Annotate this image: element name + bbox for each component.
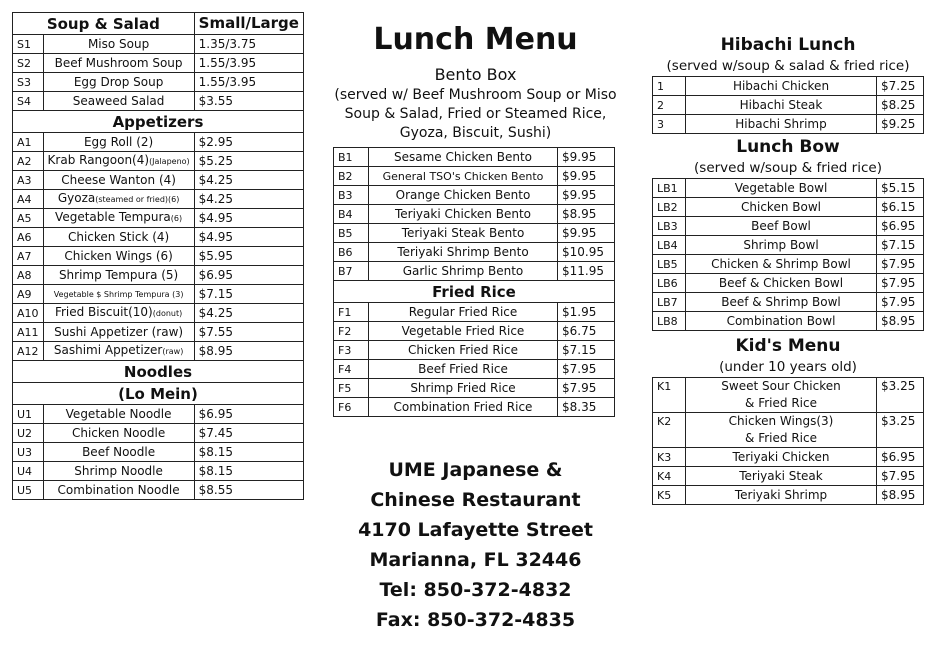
city-state-zip: Marianna, FL 32446 [369,549,582,571]
item-code: F5 [334,379,369,398]
item-code: B5 [334,224,369,243]
item-name-text: Egg Drop Soup [73,74,164,89]
noodles-subheading: (Lo Mein) [13,383,304,405]
item-name [43,54,194,73]
item-name-text: Chicken Stick (4) [67,229,170,244]
item-name-text: Orange Chicken Bento [395,187,531,202]
item-name-line1: Teriyaki Chicken [732,449,830,464]
item-name-text: General TSO's Chicken Bento [382,169,544,183]
item-code: F6 [334,398,369,417]
item-code: LB3 [653,217,686,236]
item-price: $8.95 [194,342,303,361]
item-code: K4 [653,467,686,486]
appetizer-row [13,266,304,285]
appetizer-row [13,304,304,323]
item-name-text: Beef & Shrimp Bowl [721,294,841,309]
item-code: U1 [13,405,44,424]
item-name [369,186,558,205]
item-code: 1 [653,77,686,96]
appetizer-row [13,152,304,171]
telephone: Tel: 850-372-4832 [379,579,572,601]
item-price: $8.25 [877,96,924,115]
bowl-row [653,255,924,274]
item-name-text: Beef Noodle [82,444,156,459]
item-name-line2: & Fried Rice [745,431,817,445]
item-price: $3.25 [877,413,924,448]
item-name-text: Chicken Wings (6) [64,248,173,263]
item-name-text: Beef Mushroom Soup [54,55,183,70]
item-code: S4 [13,92,44,111]
item-code: LB6 [653,274,686,293]
item-name [369,243,558,262]
item-name-text: Egg Roll (2) [83,134,154,149]
item-price: $8.95 [877,312,924,331]
item-name-text: Vegetable Tempura [55,210,171,224]
item-code: A8 [13,266,44,285]
item-name-text: Fried Biscuit(10) [54,305,153,319]
item-name [43,462,194,481]
item-name [43,266,194,285]
item-price: $7.95 [877,467,924,486]
item-name-text: Sushi Appetizer (raw) [54,324,184,339]
bento-table [333,147,615,417]
item-code: A10 [13,304,44,323]
fried-rice-row [334,322,615,341]
size-label: Small/Large [194,13,303,35]
item-price: $6.95 [877,448,924,467]
bowl-row [653,274,924,293]
item-price: $9.95 [558,186,615,205]
fried-rice-row [334,341,615,360]
item-name [369,379,558,398]
item-code: U3 [13,443,44,462]
item-code: S1 [13,35,44,54]
item-price: $5.95 [194,247,303,266]
item-name [369,322,558,341]
bento-row [334,262,615,281]
item-price: $4.25 [194,171,303,190]
restaurant-contact [333,455,618,635]
item-name [369,205,558,224]
noodle-row [13,462,304,481]
bento-description: (served w/ Beef Mushroom Soup or Miso Soup & Salad, Fried or Steamed Rice, Gyoza, Biscuit, Sushi) [334,87,617,141]
noodle-row [13,443,304,462]
left-column [12,12,304,500]
item-code: B1 [334,148,369,167]
item-name [686,312,877,331]
item-name-text: Sashimi Appetizer [53,343,163,357]
item-price: $7.95 [877,293,924,312]
item-code: A4 [13,190,44,209]
item-code: LB7 [653,293,686,312]
bento-list [334,148,615,281]
item-code: F3 [334,341,369,360]
restaurant-name-line2: Chinese Restaurant [370,489,581,511]
item-code: LB8 [653,312,686,331]
item-name-text: Cheese Wanton (4) [61,172,176,187]
item-code: A1 [13,133,44,152]
item-name [686,179,877,198]
item-price: $8.15 [194,462,303,481]
item-note: (steamed or fried)(6) [95,195,180,204]
item-price: $10.95 [558,243,615,262]
hibachi-heading: Hibachi Lunch [720,35,856,55]
item-code: B6 [334,243,369,262]
bento-row [334,243,615,262]
soup-salad-heading: Soup & Salad [13,13,195,35]
item-price: $7.95 [877,255,924,274]
item-code: S2 [13,54,44,73]
item-name [686,77,877,96]
item-name [686,198,877,217]
right-column [652,34,924,505]
item-price: $7.25 [877,77,924,96]
item-name [369,341,558,360]
item-name-text: Teriyaki Shrimp Bento [397,244,529,259]
hibachi-row [653,96,924,115]
item-price: $4.95 [194,228,303,247]
bento-row [334,205,615,224]
item-name [43,190,194,209]
bowl-description: (served w/soup & fried rice) [694,160,882,176]
item-name [369,224,558,243]
item-name [43,481,194,500]
bowl-row [653,198,924,217]
item-price: $3.25 [877,378,924,413]
item-name [43,73,194,92]
item-name [43,304,194,323]
item-name [43,342,194,361]
bowl-row [653,236,924,255]
item-name-text: Combination Bowl [726,313,836,328]
fried-rice-row [334,398,615,417]
item-price: $9.95 [558,167,615,186]
item-name [686,413,877,448]
item-name-line1: Chicken Wings(3) [728,414,834,428]
item-name-text: Teriyaki Chicken Bento [394,206,531,221]
noodle-list [13,405,304,500]
item-price: $3.55 [194,92,303,111]
appetizer-list [13,133,304,361]
fried-rice-row [334,303,615,322]
hibachi-table [652,76,924,134]
item-name-text: Chicken & Shrimp Bowl [711,256,851,271]
item-name [43,323,194,342]
item-name [43,405,194,424]
bowl-row [653,217,924,236]
item-code: U5 [13,481,44,500]
item-name-text: Hibachi Shrimp [735,116,827,131]
item-code: K1 [653,378,686,413]
appetizer-row [13,171,304,190]
item-name-line2: & Fried Rice [745,396,817,410]
item-name [686,274,877,293]
item-code: F1 [334,303,369,322]
item-name-text: Hibachi Chicken [732,78,830,93]
hibachi-list [653,77,924,134]
soup-row [13,54,304,73]
item-code: K5 [653,486,686,505]
item-name-text: Vegetable Bowl [734,180,828,195]
item-code: B3 [334,186,369,205]
fried-rice-heading: Fried Rice [334,281,615,303]
appetizer-row [13,133,304,152]
item-name-text: Vegetable Fried Rice [401,323,525,338]
item-name-text: Teriyaki Steak Bento [401,225,525,240]
kids-table [652,377,924,505]
item-price: $6.75 [558,322,615,341]
kids-heading: Kid's Menu [735,336,841,356]
appetizer-row [13,342,304,361]
left-menu-table [12,12,304,500]
item-price: $9.95 [558,224,615,243]
item-price: $8.15 [194,443,303,462]
menu-title: Lunch Menu [373,22,578,57]
kids-row [653,448,924,467]
item-name-text: Chicken Bowl [741,199,821,214]
item-code: B2 [334,167,369,186]
item-name [686,378,877,413]
item-name [686,255,877,274]
soup-row [13,73,304,92]
kids-description: (under 10 years old) [719,359,857,375]
item-name-text: Beef Bowl [751,218,811,233]
item-price: $1.95 [558,303,615,322]
item-price: $6.95 [194,266,303,285]
item-name [369,398,558,417]
item-name [43,92,194,111]
item-code: B4 [334,205,369,224]
fried-rice-row [334,360,615,379]
item-name-text: Shrimp Noodle [74,463,163,478]
bowl-row [653,312,924,331]
noodles-heading: Noodles [13,361,304,383]
bento-row [334,186,615,205]
item-name-text: Krab Rangoon(4) [47,153,150,167]
item-price: $8.35 [558,398,615,417]
item-name-text: Chicken Fried Rice [407,342,518,357]
hibachi-row [653,77,924,96]
item-price: $4.25 [194,190,303,209]
item-price: $7.45 [194,424,303,443]
item-name-text: Chicken Noodle [71,425,166,440]
item-price: $4.25 [194,304,303,323]
item-price: 1.55/3.95 [194,73,303,92]
item-code: S3 [13,73,44,92]
appetizer-row [13,285,304,304]
item-name [369,167,558,186]
item-name [686,293,877,312]
item-name-line1: Teriyaki Shrimp [734,487,828,502]
item-note: (donut) [152,309,183,318]
item-name-text: Beef & Chicken Bowl [718,275,844,290]
street-address: 4170 Lafayette Street [358,519,593,541]
item-name-text: Vegetable $ Shrimp Tempura (3) [53,290,184,299]
item-code: K2 [653,413,686,448]
item-code: U4 [13,462,44,481]
bowl-row [653,179,924,198]
kids-row [653,413,924,448]
item-name [369,262,558,281]
soup-row [13,92,304,111]
item-name-text: Garlic Shrimp Bento [402,263,524,278]
kids-row [653,467,924,486]
item-name [686,486,877,505]
hibachi-row [653,115,924,134]
item-name [686,236,877,255]
appetizer-row [13,209,304,228]
bento-row [334,167,615,186]
bento-row [334,148,615,167]
noodle-row [13,405,304,424]
item-code: LB5 [653,255,686,274]
restaurant-name-line1: UME Japanese & [388,459,563,481]
item-price: 1.55/3.95 [194,54,303,73]
item-name-line1: Sweet Sour Chicken [721,379,841,393]
item-name [43,152,194,171]
item-name [369,303,558,322]
item-name [43,285,194,304]
item-price: $9.95 [558,148,615,167]
bowl-table [652,178,924,331]
item-code: 3 [653,115,686,134]
item-name-text: Combination Fried Rice [393,399,533,414]
item-code: A12 [13,342,44,361]
bowl-heading: Lunch Bow [736,137,840,157]
item-code: B7 [334,262,369,281]
item-name [43,443,194,462]
item-price: $5.15 [877,179,924,198]
item-name-text: Shrimp Bowl [743,237,819,252]
item-code: A11 [13,323,44,342]
item-name [43,35,194,54]
item-name-text: Gyoza [57,191,96,205]
item-price: $6.95 [877,217,924,236]
noodle-row [13,481,304,500]
item-code: LB2 [653,198,686,217]
kids-list [653,378,924,505]
item-name [43,133,194,152]
item-name [43,171,194,190]
item-name-text: Beef Fried Rice [418,361,508,376]
appetizer-row [13,247,304,266]
kids-row [653,486,924,505]
item-name [686,217,877,236]
item-name-line1: Teriyaki Steak [739,468,823,483]
item-price: $7.15 [194,285,303,304]
item-price: $11.95 [558,262,615,281]
fried-rice-list [334,303,615,417]
fax: Fax: 850-372-4835 [375,609,576,631]
item-code: U2 [13,424,44,443]
appetizer-row [13,228,304,247]
item-code: K3 [653,448,686,467]
item-price: $7.55 [194,323,303,342]
item-price: $7.95 [558,360,615,379]
item-name-text: Shrimp Tempura (5) [58,267,179,282]
item-code: 2 [653,96,686,115]
item-price: 1.35/3.75 [194,35,303,54]
soup-row [13,35,304,54]
item-name-text: Combination Noodle [57,482,180,497]
item-code: LB1 [653,179,686,198]
item-price: $7.95 [877,274,924,293]
item-note: (Jalapeno) [149,157,190,166]
item-price: $6.15 [877,198,924,217]
appetizer-row [13,190,304,209]
middle-column [333,22,618,635]
item-name [369,360,558,379]
item-price: $5.25 [194,152,303,171]
soup-list [13,35,304,111]
hibachi-description: (served w/soup & salad & fried rice) [666,58,910,74]
bowl-list [653,179,924,331]
item-name [686,96,877,115]
item-name-text: Shrimp Fried Rice [410,380,516,395]
item-price: $7.15 [558,341,615,360]
bento-heading: Bento Box [434,65,517,84]
bowl-row [653,293,924,312]
item-price: $6.95 [194,405,303,424]
item-name [43,247,194,266]
item-code: F4 [334,360,369,379]
soup-header-row [13,13,304,35]
item-price: $8.95 [558,205,615,224]
item-code: A5 [13,209,44,228]
item-name [43,424,194,443]
item-code: A3 [13,171,44,190]
appetizers-heading: Appetizers [13,111,304,133]
item-name [43,228,194,247]
item-price: $2.95 [194,133,303,152]
item-name [43,209,194,228]
item-price: $8.55 [194,481,303,500]
item-code: A6 [13,228,44,247]
item-name [686,467,877,486]
item-name-text: Miso Soup [87,36,150,51]
item-name [686,115,877,134]
item-code: F2 [334,322,369,341]
item-note: (raw) [162,347,184,356]
item-name-text: Regular Fried Rice [408,304,518,319]
fried-rice-row [334,379,615,398]
item-price: $8.95 [877,486,924,505]
item-price: $7.15 [877,236,924,255]
item-name-text: Sesame Chicken Bento [394,149,532,164]
noodle-row [13,424,304,443]
item-name [369,148,558,167]
item-price: $7.95 [558,379,615,398]
item-name-text: Hibachi Steak [739,97,823,112]
item-code: LB4 [653,236,686,255]
item-name [686,448,877,467]
item-code: A2 [13,152,44,171]
item-price: $4.95 [194,209,303,228]
kids-row [653,378,924,413]
appetizer-row [13,323,304,342]
item-code: A7 [13,247,44,266]
item-price: $9.25 [877,115,924,134]
item-code: A9 [13,285,44,304]
bento-row [334,224,615,243]
item-note: (6) [170,214,183,223]
item-name-text: Vegetable Noodle [65,406,172,421]
item-name-text: Seaweed Salad [72,93,165,108]
